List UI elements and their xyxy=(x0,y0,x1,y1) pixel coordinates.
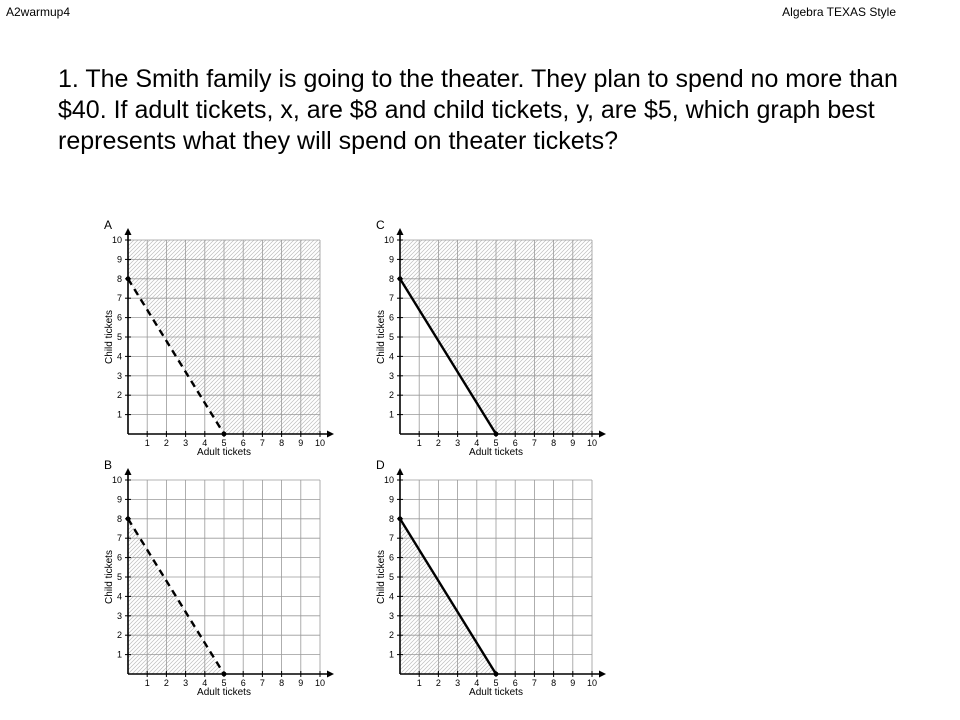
y-axis-arrow xyxy=(125,228,132,235)
x-tick-label: 4 xyxy=(474,438,480,448)
y-tick-label: 5 xyxy=(388,332,394,342)
y-tick-label: 2 xyxy=(388,630,394,641)
y-tick-label: 8 xyxy=(116,513,122,524)
graph-letter: A xyxy=(104,218,113,232)
x-tick-label: 3 xyxy=(183,678,189,688)
y-tick-label: 4 xyxy=(116,351,122,362)
y-tick-label: 1 xyxy=(116,649,122,660)
y-tick-label: 3 xyxy=(388,370,394,381)
x-tick-label: 3 xyxy=(455,438,461,448)
x-tick-label: 9 xyxy=(298,678,304,688)
x-tick-label: 1 xyxy=(416,438,422,448)
x-tick-label: 8 xyxy=(551,678,557,688)
y-tick-label: 5 xyxy=(388,572,394,582)
x-tick-label: 4 xyxy=(474,678,480,688)
y-tick-label: 3 xyxy=(388,610,394,621)
x-tick-label: 8 xyxy=(551,438,557,448)
y-tick-label: 2 xyxy=(116,390,122,401)
x-tick-label: 9 xyxy=(298,438,304,448)
x-tick-label: 8 xyxy=(279,678,285,688)
y-tick-label: 9 xyxy=(116,254,122,265)
boundary-point xyxy=(126,516,131,521)
x-axis-arrow xyxy=(327,431,334,438)
x-tick-label: 7 xyxy=(259,678,265,688)
x-tick-label: 10 xyxy=(586,438,598,448)
y-tick-label: 4 xyxy=(388,351,394,362)
x-tick-label: 1 xyxy=(144,438,150,448)
boundary-point xyxy=(398,516,403,521)
y-tick-label: 2 xyxy=(116,630,122,641)
x-axis-arrow xyxy=(327,671,334,678)
graph-a[interactable] xyxy=(98,216,343,458)
y-axis-arrow xyxy=(397,228,404,235)
y-tick-label: 4 xyxy=(116,591,122,602)
y-tick-label: 6 xyxy=(116,312,122,323)
x-tick-label: 7 xyxy=(259,438,265,448)
x-tick-label: 10 xyxy=(586,678,598,688)
y-tick-label: 6 xyxy=(388,552,394,563)
boundary-point xyxy=(398,276,403,281)
x-tick-label: 10 xyxy=(314,678,326,688)
x-tick-label: 10 xyxy=(314,438,326,448)
x-tick-label: 6 xyxy=(240,678,246,688)
y-tick-label: 10 xyxy=(111,475,122,485)
x-axis-arrow xyxy=(599,431,606,438)
y-tick-label: 9 xyxy=(116,494,122,505)
y-tick-label: 7 xyxy=(388,293,394,304)
y-tick-label: 1 xyxy=(116,409,122,420)
x-tick-label: 5 xyxy=(221,438,227,448)
y-tick-label: 3 xyxy=(116,370,122,381)
x-axis-label: Adult tickets xyxy=(469,687,523,698)
x-tick-label: 3 xyxy=(455,678,461,688)
x-tick-label: 7 xyxy=(531,438,537,448)
x-tick-label: 6 xyxy=(240,438,246,448)
graph-c[interactable] xyxy=(370,216,615,458)
boundary-point xyxy=(222,432,227,437)
y-tick-label: 1 xyxy=(388,409,394,420)
boundary-point xyxy=(126,276,131,281)
x-tick-label: 1 xyxy=(144,678,150,688)
x-tick-label: 2 xyxy=(435,438,441,448)
graph-letter: C xyxy=(376,218,385,232)
x-axis-arrow xyxy=(599,671,606,678)
y-tick-label: 10 xyxy=(383,235,394,245)
x-tick-label: 9 xyxy=(570,678,576,688)
boundary-point xyxy=(222,672,227,677)
x-tick-label: 6 xyxy=(512,678,518,688)
y-tick-label: 5 xyxy=(116,332,122,342)
y-tick-label: 10 xyxy=(111,235,122,245)
x-tick-label: 4 xyxy=(202,438,208,448)
x-tick-label: 3 xyxy=(183,438,189,448)
y-tick-label: 8 xyxy=(388,513,394,524)
slide-id-label: A2warmup4 xyxy=(6,5,71,19)
y-tick-label: 9 xyxy=(388,254,394,265)
x-tick-label: 9 xyxy=(570,438,576,448)
boundary-point xyxy=(494,432,499,437)
graph-d[interactable] xyxy=(370,456,615,698)
y-tick-label: 2 xyxy=(388,390,394,401)
x-tick-label: 2 xyxy=(163,438,169,448)
y-tick-label: 6 xyxy=(116,552,122,563)
x-axis-label: Adult tickets xyxy=(469,447,523,458)
y-axis-label: Child tickets xyxy=(104,310,115,364)
y-axis-arrow xyxy=(125,468,132,475)
x-tick-label: 2 xyxy=(163,678,169,688)
y-tick-label: 7 xyxy=(116,293,122,304)
question-text: 1. The Smith family is going to the theater. They plan to spend no more than $40. If adult tickets, x, are $8 and child tickets, y, are $5, which graph best represents what they will spend on theater tickets? xyxy=(58,65,898,155)
y-tick-label: 8 xyxy=(388,273,394,284)
graph-letter: B xyxy=(104,458,113,472)
y-axis-arrow xyxy=(397,468,404,475)
x-axis-label: Adult tickets xyxy=(197,447,251,458)
y-tick-label: 7 xyxy=(388,533,394,544)
x-axis-label: Adult tickets xyxy=(197,687,251,698)
y-tick-label: 9 xyxy=(388,494,394,505)
graph-b[interactable] xyxy=(98,456,343,698)
x-tick-label: 8 xyxy=(279,438,285,448)
x-tick-label: 1 xyxy=(416,678,422,688)
y-tick-label: 6 xyxy=(388,312,394,323)
y-tick-label: 10 xyxy=(383,475,394,485)
y-tick-label: 8 xyxy=(116,273,122,284)
y-axis-label: Child tickets xyxy=(104,550,115,604)
x-tick-label: 6 xyxy=(512,438,518,448)
x-tick-label: 2 xyxy=(435,678,441,688)
x-tick-label: 4 xyxy=(202,678,208,688)
y-tick-label: 4 xyxy=(388,591,394,602)
y-axis-label: Child tickets xyxy=(376,310,387,364)
y-tick-label: 7 xyxy=(116,533,122,544)
x-tick-label: 7 xyxy=(531,678,537,688)
x-tick-label: 5 xyxy=(221,678,227,688)
graph-letter: D xyxy=(376,458,385,472)
y-tick-label: 1 xyxy=(388,649,394,660)
y-axis-label: Child tickets xyxy=(376,550,387,604)
boundary-point xyxy=(494,672,499,677)
y-tick-label: 5 xyxy=(116,572,122,582)
course-title-label: Algebra TEXAS Style xyxy=(782,5,896,19)
x-tick-label: 5 xyxy=(493,678,499,688)
y-tick-label: 3 xyxy=(116,610,122,621)
x-tick-label: 5 xyxy=(493,438,499,448)
